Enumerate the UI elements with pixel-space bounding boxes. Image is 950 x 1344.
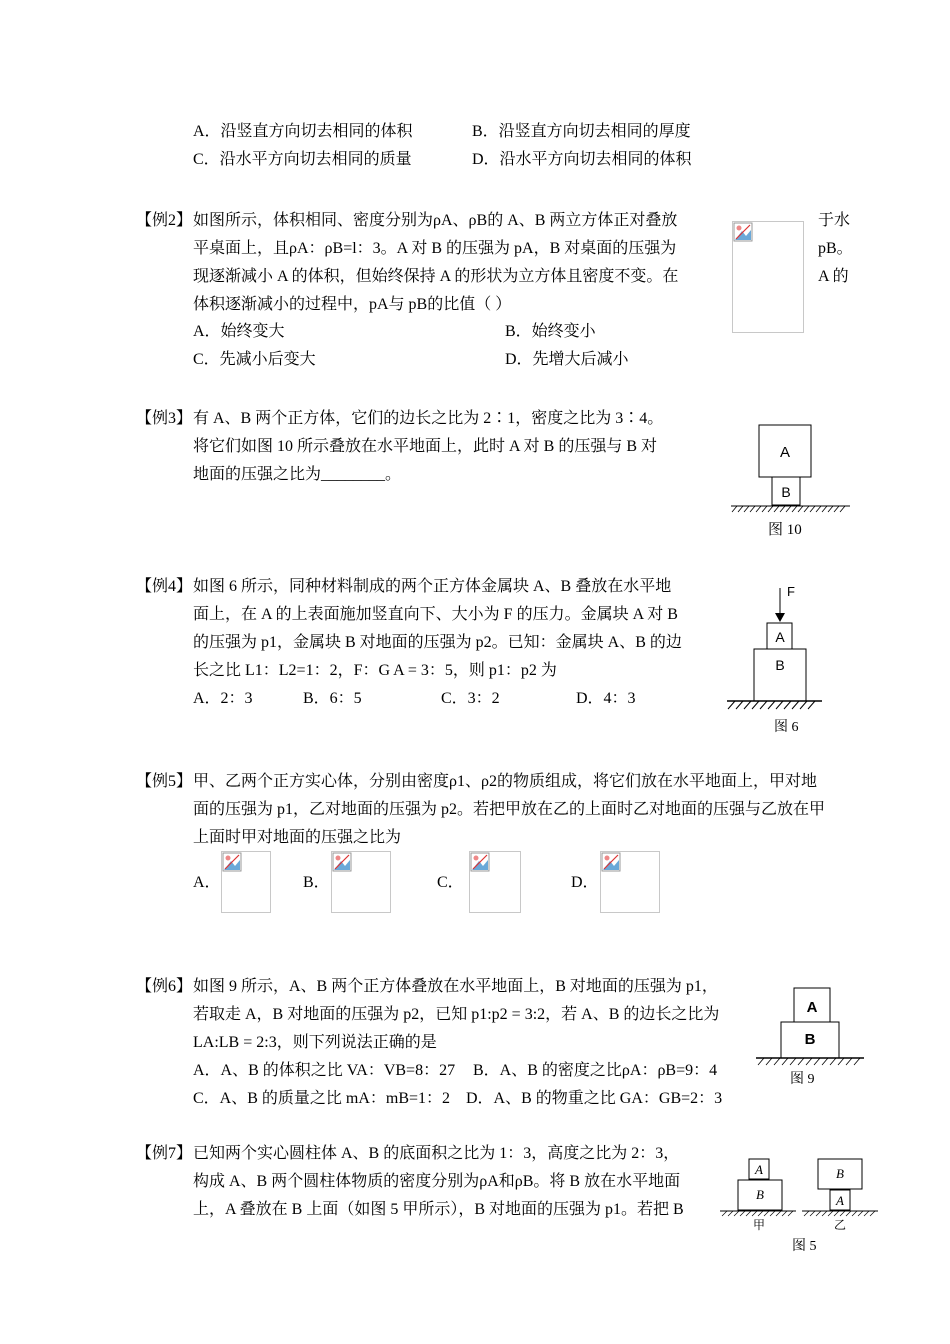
fig9-hatch [758,1058,860,1065]
ex4-line-4: 长之比 L1：L2=1：2，F：G A = 3：5，则 p1：p2 为 [193,662,557,679]
ex4-line-1: 如图 6 所示，同种材料制成的两个正方体金属块 A、B 叠放在水平地 [193,578,672,595]
ex5-option-b: B． [303,874,330,891]
fig6-force-label: F [787,584,795,599]
ex4-line-2: 面上，在 A 的上表面施加竖直向下、大小为 F 的压力。金属块 A 对 B [193,606,678,623]
ex5-option-d-image [600,851,660,913]
ex4-tag: 【例4】 [136,578,193,595]
ex2-tag: 【例2】 [136,212,193,229]
ex2-option-b: B．始终变小 [505,323,596,340]
ex6-line-1: 如图 9 所示，A、B 两个正方体叠放在水平地面上，B 对地面的压强为 p1， [193,978,718,995]
broken-image-icon [470,852,490,872]
top-option-b: B．沿竖直方向切去相同的厚度 [472,123,691,140]
fig10-label-b: B [781,484,791,500]
ex5-option-c-image [469,851,521,913]
fig5-left-label-b: B [756,1187,764,1202]
ex6-option-d: D．A、B 的物重之比 GA：GB=2：3 [466,1090,723,1107]
ex2-side-1: 于水 [818,212,851,229]
fig10-hatch [732,506,845,512]
ex2-side-3: A 的 [818,268,849,285]
ex3-line-3: 地面的压强之比为________。 [193,466,402,483]
ex2-option-d: D．先增大后减小 [505,351,629,368]
ex6-tag: 【例6】 [136,978,193,995]
fig5-right-label-a: A [836,1193,844,1208]
ex7-line-3: 上，A 叠放在 B 上面（如图 5 甲所示），B 对地面的压强为 p1。若把 B [193,1201,684,1218]
ex5-line-1: 甲、乙两个正方实心体，分别由密度ρ1、ρ2的物质组成，将它们放在水平地面上，甲对地 [193,773,817,790]
broken-image-icon [332,852,352,872]
ex4-option-d: D．4：3 [576,690,636,707]
fig5-right-hatch [804,1211,875,1216]
fig9-caption: 图 9 [790,1072,815,1087]
fig6-arrow-head [775,613,785,622]
fig5-label-jia: 甲 [752,1218,766,1232]
ex3-tag: 【例3】 [136,410,193,427]
ex4-line-3: 的压强为 p1，金属块 B 对地面的压强为 p2。已知：金属块 A、B 的边 [193,634,682,651]
top-option-d: D．沿水平方向切去相同的体积 [472,151,692,168]
ex6-option-a: A．A、B 的体积之比 VA：VB=8：27 [193,1062,456,1079]
fig6-label-b: B [775,657,785,673]
ex5-option-b-image [331,851,391,913]
fig5-label-yi: 乙 [833,1218,847,1232]
fig6-label-a: A [775,629,785,645]
ex2-line-3: 现逐渐减小 A 的体积，但始终保持 A 的形状为立方体且密度不变。在 [193,268,679,285]
ex6-option-b: B．A、B 的密度之比ρA：ρB=9：4 [473,1062,718,1079]
ex2-figure-placeholder [732,221,804,333]
fig5-right-label-b: B [836,1166,844,1181]
ex7-line-1: 已知两个实心圆柱体 A、B 的底面积之比为 1：3，高度之比为 2：3， [193,1145,680,1162]
fig9-label-a: A [806,999,818,1016]
broken-image-icon [733,222,753,242]
fig5-caption: 图 5 [792,1239,817,1254]
ex4-option-c: C．3：2 [441,690,500,707]
ex6-option-c: C．A、B 的质量之比 mA：mB=1：2 [193,1090,451,1107]
fig6-hatch [728,701,815,709]
ex6-line-2: 若取走 A，B 对地面的压强为 p2，已知 p1:p2 = 3:2，若 A、B 的边长之比为 [193,1006,720,1023]
fig9-label-b: B [804,1031,816,1048]
ex5-line-2: 面的压强为 p1，乙对地面的压强为 p2。若把甲放在乙的上面时乙对地面的压强与乙放在甲 [193,801,826,818]
ex2-line-1: 如图所示，体积相同、密度分别为ρA、ρB的 A、B 两立方体正对叠放 [193,212,678,229]
ex2-line-2: 平桌面上，且ρA：ρB=l：3。A 对 B 的压强为 pA，B 对桌面的压强为 [193,240,677,257]
ex7-line-2: 构成 A、B 两个圆柱体物质的密度分别为ρA和ρB。将 B 放在水平地面 [193,1173,681,1190]
fig6-caption: 图 6 [774,720,799,735]
ex5-line-3: 上面时甲对地面的压强之比为 [193,829,402,846]
broken-image-icon [601,852,621,872]
ex5-option-a-image [221,851,271,913]
ex4-option-b: B．6：5 [303,690,362,707]
ex2-option-c: C．先减小后变大 [193,351,316,368]
ex4-option-a: A．2：3 [193,690,253,707]
top-option-a: A．沿竖直方向切去相同的体积 [193,123,413,140]
ex2-line-4: 体积逐渐减小的过程中，pA与 pB的比值（ ） [193,296,512,313]
ex5-tag: 【例5】 [136,773,193,790]
figure-10 [728,420,853,520]
fig10-caption: 图 10 [768,522,802,538]
figure-5 [716,1155,881,1235]
ex2-side-2: pB。 [818,240,853,257]
ex5-option-a: A． [193,874,221,891]
top-option-c: C．沿水平方向切去相同的质量 [193,151,412,168]
ex3-line-2: 将它们如图 10 所示叠放在水平地面上，此时 A 对 B 的压强与 B 对 [193,438,658,455]
ex6-line-3: LA:LB = 2:3，则下列说法正确的是 [193,1034,437,1051]
fig10-label-a: A [779,444,791,461]
fig5-left-label-a: A [755,1162,763,1177]
ex7-tag: 【例7】 [136,1145,193,1162]
ex2-option-a: A．始终变大 [193,323,285,340]
figure-9 [752,984,867,1074]
ex3-line-1: 有 A、B 两个正方体，它们的边长之比为 2∶1，密度之比为 3∶4。 [193,410,664,427]
ex5-option-c: C． [437,874,464,891]
fig5-left-hatch [722,1211,793,1216]
broken-image-icon [222,852,242,872]
figure-6 [722,582,827,717]
ex5-option-d: D． [571,874,599,891]
